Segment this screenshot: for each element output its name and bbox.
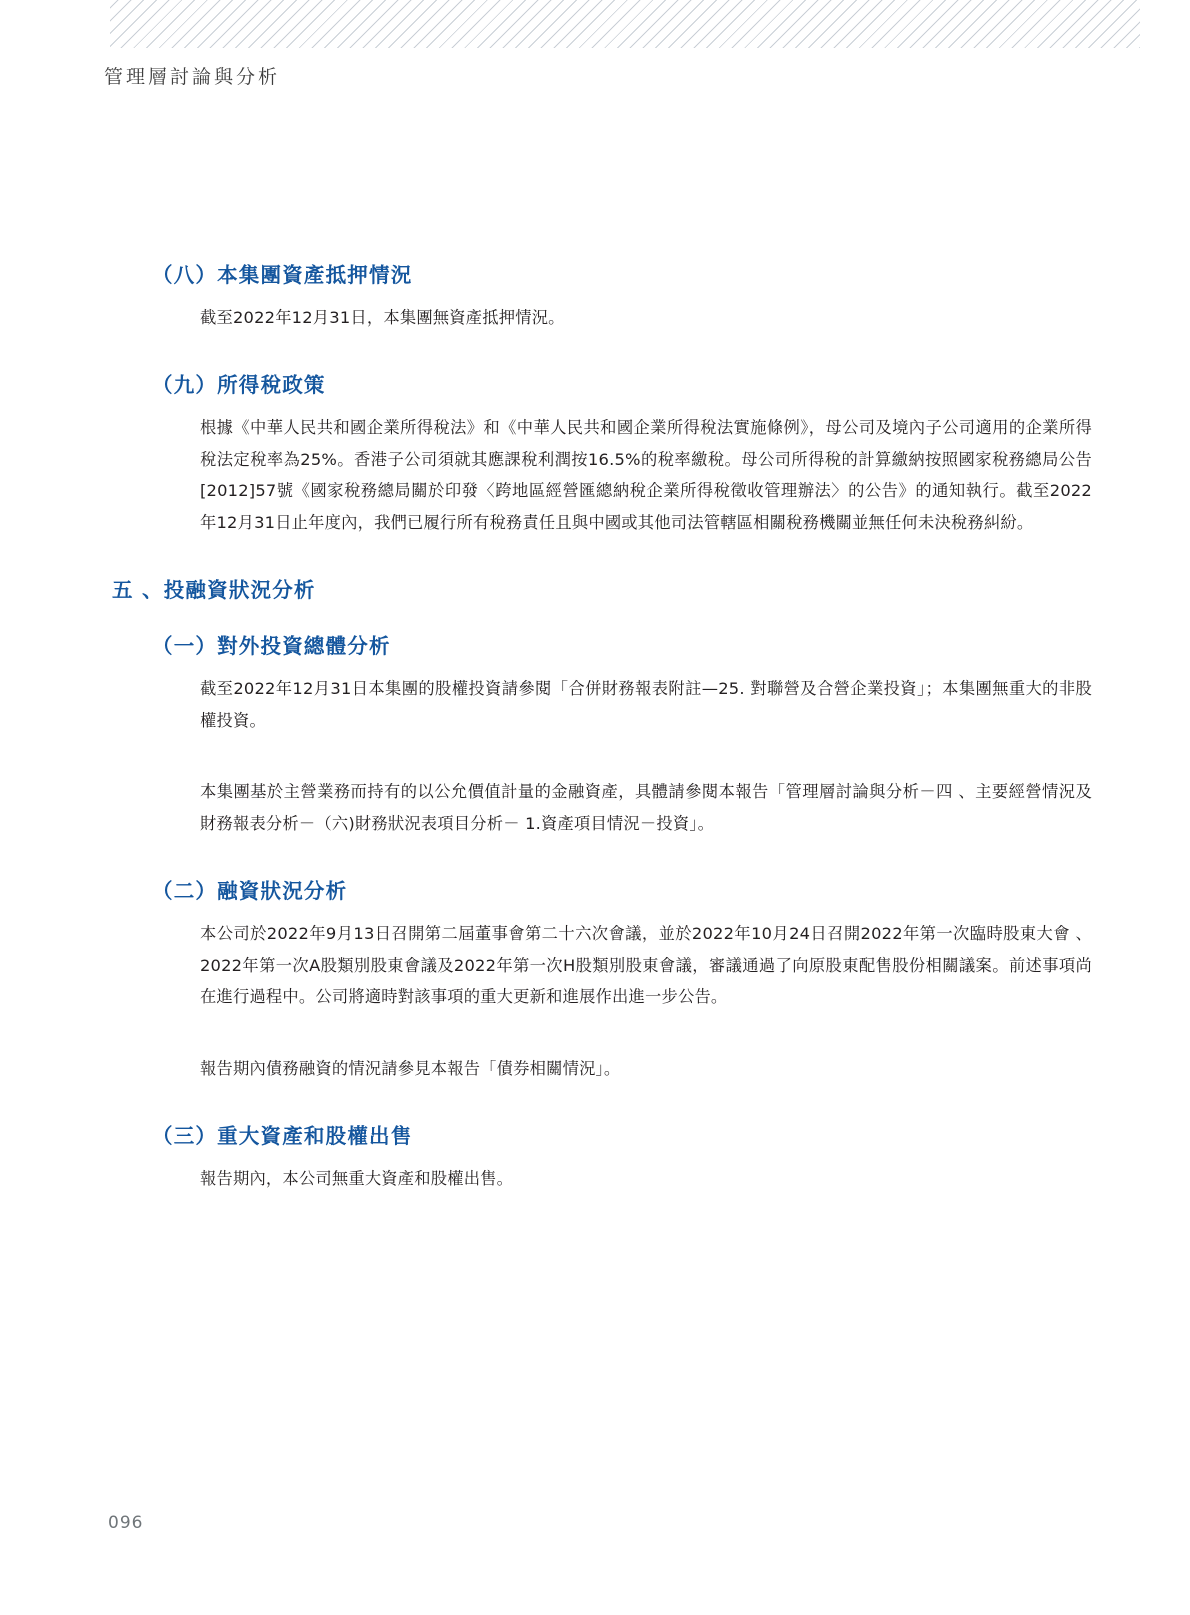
section-paragraph: 報告期內，本公司無重大資產和股權出售。 [200, 1168, 514, 1188]
section-paragraph: 本集團基於主營業務而持有的以公允價值計量的金融資產，具體請參閱本報告「管理層討論與分析－四 、主要經營情況及財務報表分析－（六)財務狀況表項目分析－ 1.資產項目情況－投資」。 [200, 782, 1092, 834]
page-number: 096 [108, 1513, 144, 1533]
section-heading: （八）本集團資產抵押情況 [152, 263, 413, 287]
section-paragraph: 截至2022年12月31日，本集團無資產抵押情況。 [200, 308, 565, 327]
running-header-title: 管理層討論與分析 [104, 66, 281, 88]
section-paragraph: 根據《中華人民共和國企業所得稅法》和《中華人民共和國企業所得稅法實施條例》，母公司及境內子公司適用的企業所得稅法定稅率為25%。香港子公司須就其應課稅利潤按16.5%的稅率繳稅。母公司所得稅的計算繳納按照國家稅務總局公告[2012]57號《國家稅務總局關於印發〈跨地區經營匯總納稅企業所得稅徵收管理辦法〉的公告》的通知執行。截至2022年12月31日止年度內，我們已履行所有稅務責任且與中國或其他司法管轄區相關稅務機關並無任何未決稅務糾紛。 [200, 417, 1092, 533]
section-paragraph: 本公司於2022年9月13日召開第二屆董事會第二十六次會議，並於2022年10月24日召開2022年第一次臨時股東大會 、2022年第一次A股類別股東會議及2022年第一次H股類別股東會議，審議通過了向原股東配售股份相關議案。前述事項尚在進行過程中。公司將適時對該事項的重大更新和進展作出進一步公告。 [200, 923, 1092, 1007]
section-paragraph: 報告期內債務融資的情況請參見本報告「債券相關情況」。 [200, 1059, 621, 1079]
section-heading: （三）重大資產和股權出售 [152, 1123, 413, 1148]
section-major-asset-equity-sale [112, 1119, 1092, 1195]
section-heading: （一）對外投資總體分析 [152, 633, 391, 658]
section-asset-pledge [112, 258, 1092, 334]
section-heading: （九）所得稅政策 [152, 372, 326, 397]
page-content [112, 258, 1092, 1229]
section-investment-financing [112, 573, 1092, 603]
section-heading: （二）融資狀況分析 [152, 878, 348, 903]
section-paragraph: 截至2022年12月31日本集團的股權投資請參閱「合併財務報表附註—25. 對聯營及合營企業投資」；本集團無重大的非股權投資。 [200, 678, 1092, 730]
section-external-investment [112, 629, 1092, 840]
section-income-tax-policy [112, 368, 1092, 539]
section-financing-analysis [112, 874, 1092, 1085]
section-heading: 五 、投融資狀況分析 [112, 577, 316, 602]
decorative-hatch-band [110, 0, 1140, 48]
